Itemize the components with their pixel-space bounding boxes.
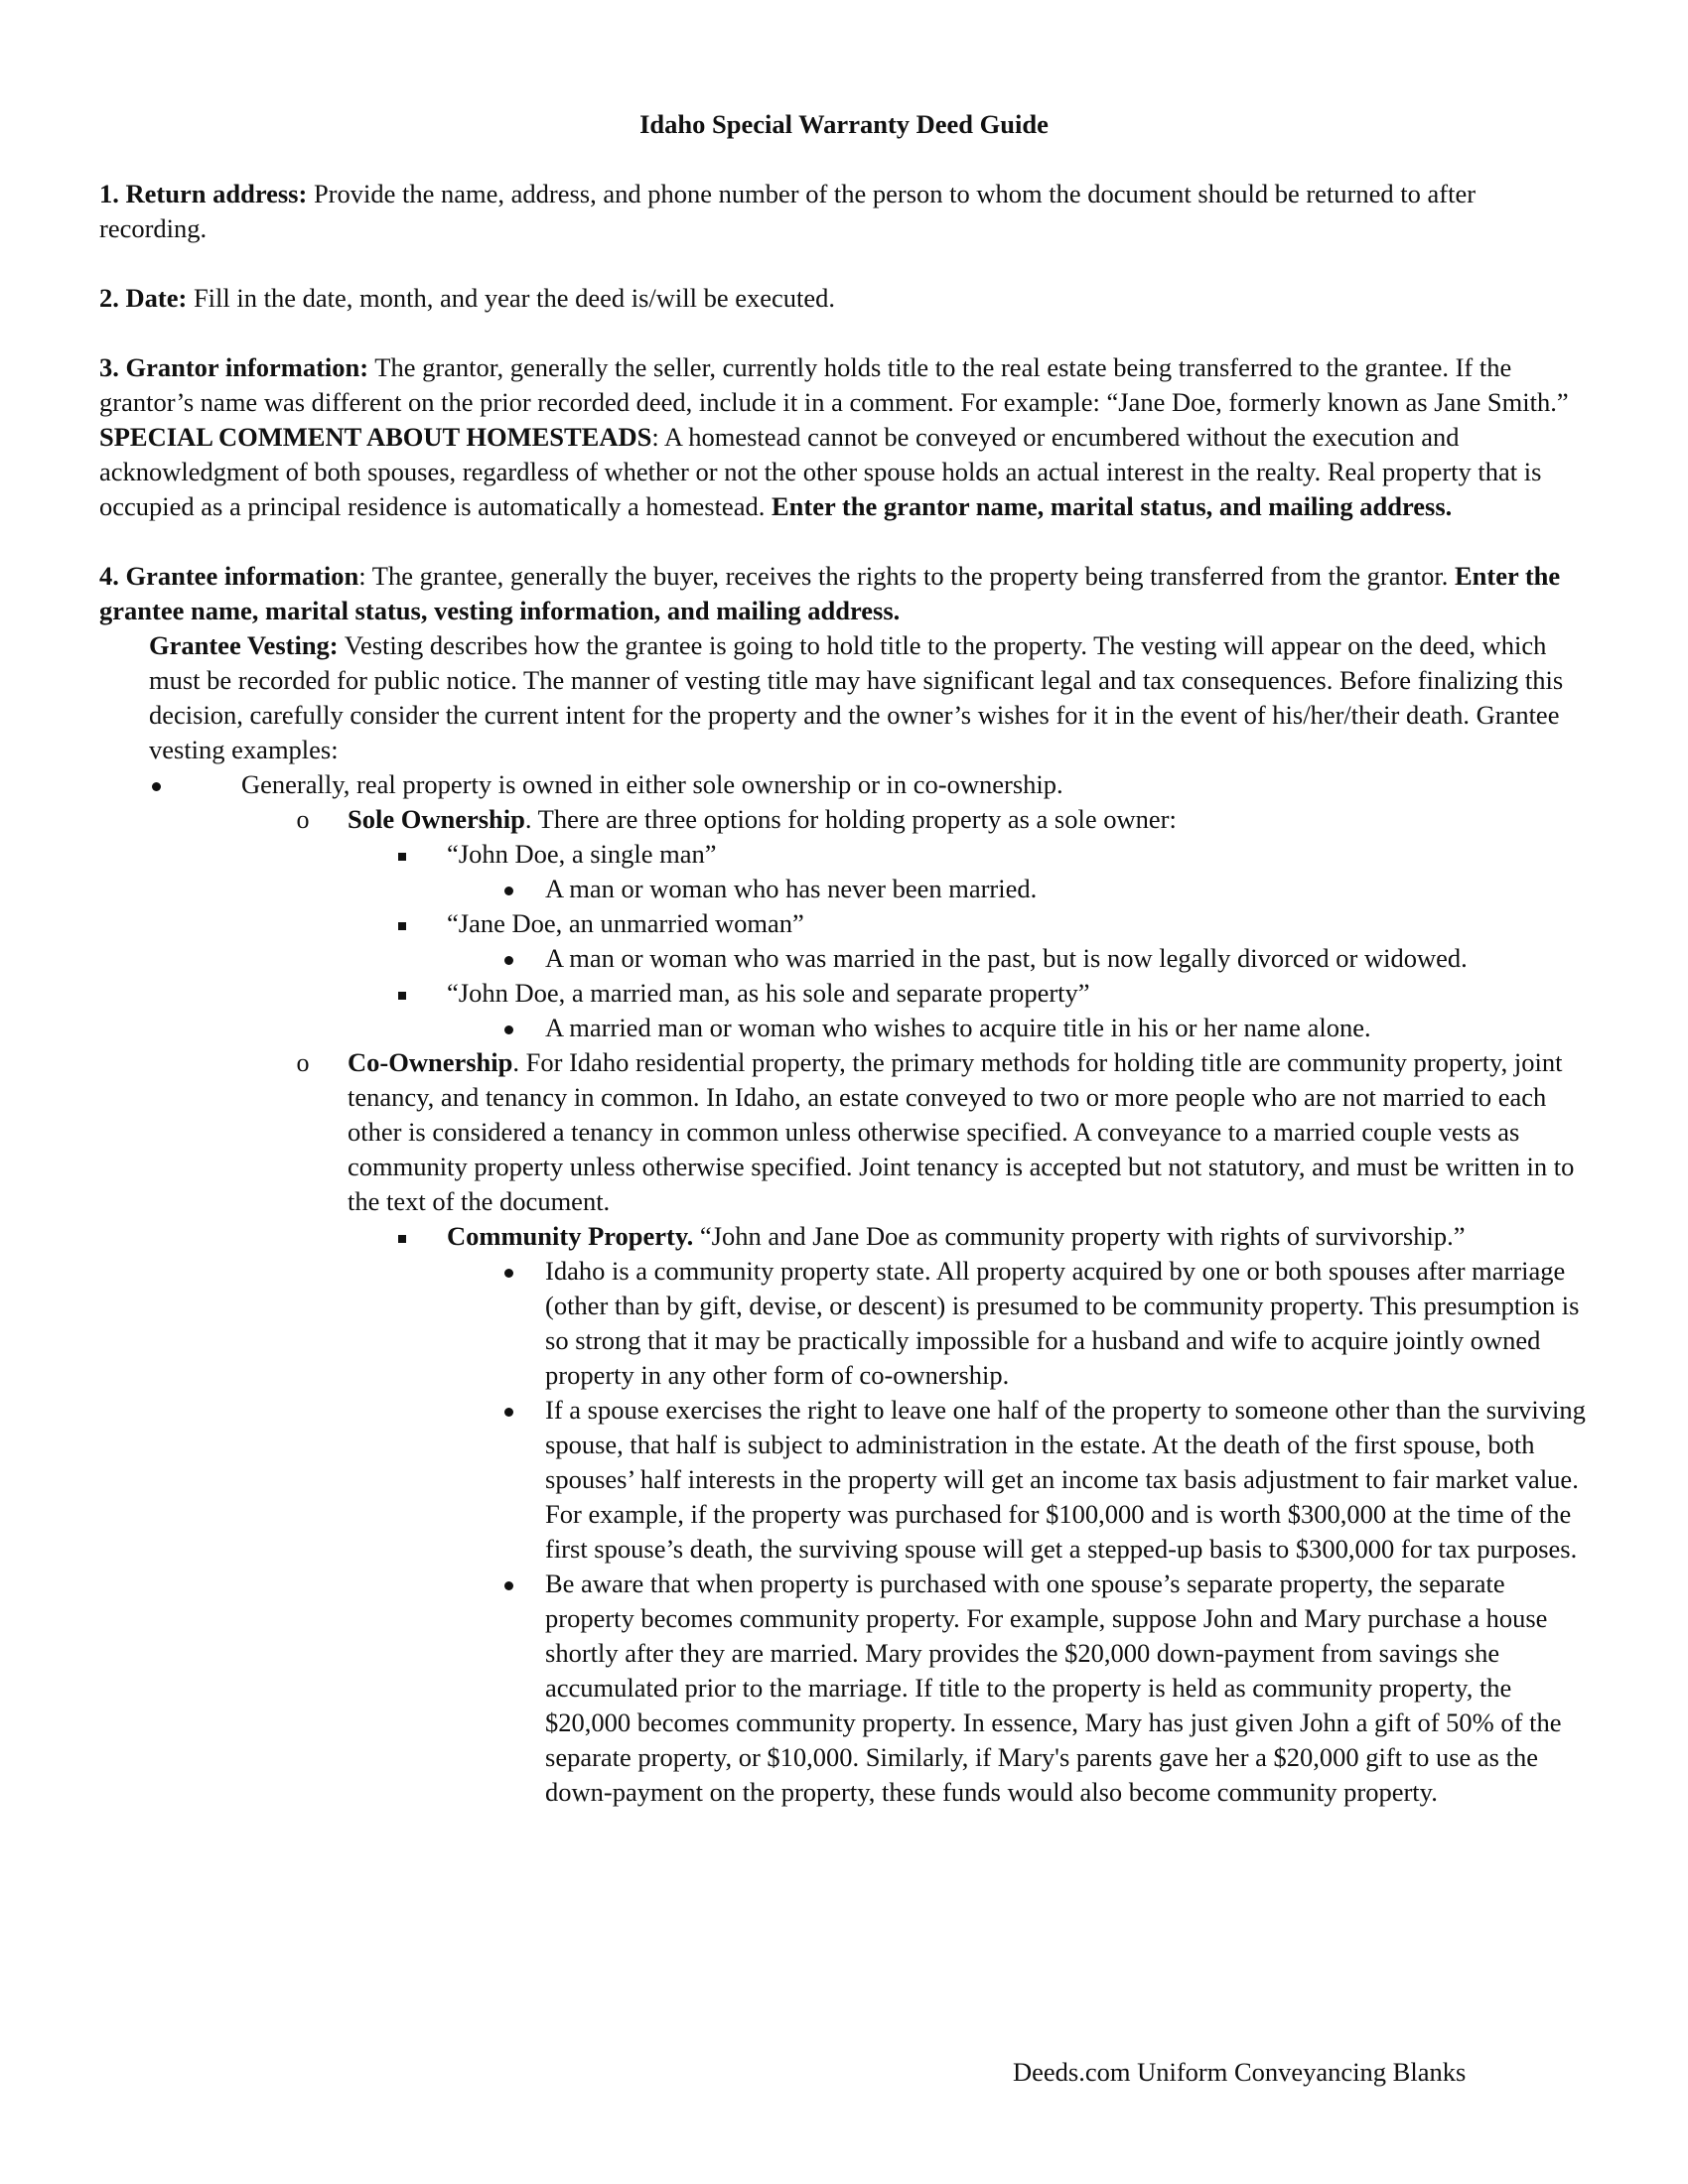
- list-item-sole-option-3: [447, 976, 1589, 1011]
- community-note-3: Be aware that when property is purchased with one spouse’s separate property, the separate property becomes community property. For example, suppose John and Mary purchase a house shortly after they are married. Mary provides the $20,000 down-payment from savings she accumulated prior to the marriage. If title to the property is held as community property, the $20,000 becomes community property. In essence, Mary has just given John a gift of 50% of the separate property, or $10,000. Similarly, if Mary's parents gave her a $20,000 gift to use as the down-payment on the property, these funds would also become community property.: [545, 1569, 1562, 1807]
- community-property-label: Community Property.: [447, 1221, 694, 1251]
- co-ownership-text: . For Idaho residential property, the primary methods for holding title are community property, joint tenancy, and tenancy in common. In Idaho, an estate conveyed to two or more people who are not married to each other is considered a tenancy in common unless otherwise specified. A conveyance to a married couple vests as community property unless otherwise specified. Joint tenancy is accepted but not statutory, and must be written in to the text of the document.: [348, 1047, 1575, 1216]
- bullet-dot-icon: [493, 1567, 523, 1601]
- sole-option-1-note: A man or woman who has never been married.: [545, 874, 1038, 903]
- bullet-dot-icon: [493, 872, 523, 906]
- grantor-paragraph: [99, 350, 1589, 524]
- date-label: 2. Date:: [99, 283, 188, 313]
- list-item-community-note-2: [545, 1393, 1589, 1567]
- bullet-square-icon: [387, 906, 417, 941]
- bullet-dot-icon: [141, 767, 171, 802]
- sole-option-3-example: “John Doe, a married man, as his sole and separate property”: [447, 978, 1090, 1008]
- date-paragraph: [99, 281, 1589, 316]
- grantor-text: The grantor, generally the seller, currently holds title to the real estate being transferred to the grantee. If the grantor’s name was different on the prior recorded deed, include it in a comment. For example: “Jane Doe, formerly known as Jane Smith.”: [99, 352, 1569, 417]
- document-title: Idaho Special Warranty Deed Guide: [639, 109, 1049, 139]
- page-footer: Deeds.com Uniform Conveyancing Blanks: [1013, 2057, 1467, 2087]
- grantee-vesting-paragraph: [149, 628, 1589, 767]
- return-address-paragraph: [99, 177, 1589, 246]
- list-item-sole-ownership: [296, 802, 1589, 837]
- sole-ownership-text: . There are three options for holding property as a sole owner:: [524, 804, 1177, 834]
- sole-option-2-example: “Jane Doe, an unmarried woman”: [447, 908, 804, 938]
- sole-option-3-note: A married man or woman who wishes to acquire title in his or her name alone.: [545, 1013, 1371, 1042]
- bullet-square-icon: [387, 1219, 417, 1254]
- grantee-text: : The grantee, generally the buyer, receives the rights to the property being transferred from the grantor.: [358, 561, 1455, 591]
- list-item-general: [241, 767, 1589, 802]
- sole-ownership-label: Sole Ownership: [348, 804, 525, 834]
- homestead-text: : A homestead cannot be conveyed or encumbered without the execution and acknowledgment of both spouses, regardless of whether or not the other spouse holds an actual interest in the realty. Real property that is occupied as a principal residence is automatically a homestead.: [99, 422, 1542, 521]
- bullet-dot-icon: [493, 1011, 523, 1045]
- community-property-text: “John and Jane Doe as community property with rights of survivorship.”: [693, 1221, 1466, 1251]
- return-address-text: Provide the name, address, and phone number of the person to whom the document should be returned to after recording.: [99, 179, 1477, 243]
- bullet-dot-icon: [493, 941, 523, 976]
- document-page: [99, 107, 1589, 1810]
- bullet-dot-icon: [493, 1393, 523, 1428]
- list-item-community-property: [447, 1219, 1589, 1254]
- grantee-instruction: Enter the grantee name, marital status, vesting information, and mailing address.: [99, 561, 1561, 625]
- date-text: Fill in the date, month, and year the deed is/will be executed.: [187, 283, 836, 313]
- list-item-sole-option-1-note: [545, 872, 1589, 906]
- list-item-community-note-1: [545, 1254, 1589, 1393]
- grantee-vesting-text: Vesting describes how the grantee is going to hold title to the property. The vesting will appear on the deed, which must be recorded for public notice. The manner of vesting title may have significant legal and tax consequences. Before finalizing this decision, carefully consider the current intent for the property and the owner’s wishes for it in the event of his/her/their death. Grantee vesting examples:: [149, 630, 1564, 764]
- co-ownership-label: Co-Ownership: [348, 1047, 513, 1077]
- grantor-label: 3. Grantor information:: [99, 352, 369, 382]
- bullet-square-icon: [387, 837, 417, 872]
- list-item-sole-option-2: [447, 906, 1589, 941]
- grantee-paragraph: [99, 559, 1589, 628]
- list-item-community-note-3: [545, 1567, 1589, 1810]
- bullet-circle-icon: o: [296, 1048, 310, 1077]
- community-note-2: If a spouse exercises the right to leave one half of the property to someone other than the surviving spouse, that half is subject to administration in the estate. At the death of the first spouse, both spouses’ half interests in the property will get an income tax basis adjustment to fair market value. For example, if the property was purchased for $100,000 and is worth $300,000 at the time of the first spouse’s death, the surviving spouse will get a stepped-up basis to $300,000 for tax purposes.: [545, 1395, 1586, 1564]
- list-item-sole-option-2-note: [545, 941, 1589, 976]
- sole-option-1-example: “John Doe, a single man”: [447, 839, 717, 869]
- grantee-vesting-label: Grantee Vesting:: [149, 630, 339, 660]
- list-item-sole-option-1: [447, 837, 1589, 872]
- general-text: Generally, real property is owned in either sole ownership or in co-ownership.: [241, 769, 1063, 799]
- list-item-sole-option-3-note: [545, 1011, 1589, 1045]
- list-item-co-ownership: [296, 1045, 1589, 1219]
- bullet-circle-icon: o: [296, 805, 310, 834]
- grantee-label: 4. Grantee information: [99, 561, 359, 591]
- community-note-1: Idaho is a community property state. All property acquired by one or both spouses after marriage (other than by gift, devise, or descent) is presumed to be community property. This presumption is so strong that it may be practically impossible for a husband and wife to acquire jointly owned property in any other form of co-ownership.: [545, 1256, 1580, 1390]
- homestead-label: SPECIAL COMMENT ABOUT HOMESTEADS: [99, 422, 652, 452]
- grantor-instruction: Enter the grantor name, marital status, and mailing address.: [771, 491, 1453, 521]
- bullet-square-icon: [387, 976, 417, 1011]
- sole-option-2-note: A man or woman who was married in the past, but is now legally divorced or widowed.: [545, 943, 1468, 973]
- bullet-dot-icon: [493, 1254, 523, 1289]
- return-address-label: 1. Return address:: [99, 179, 308, 208]
